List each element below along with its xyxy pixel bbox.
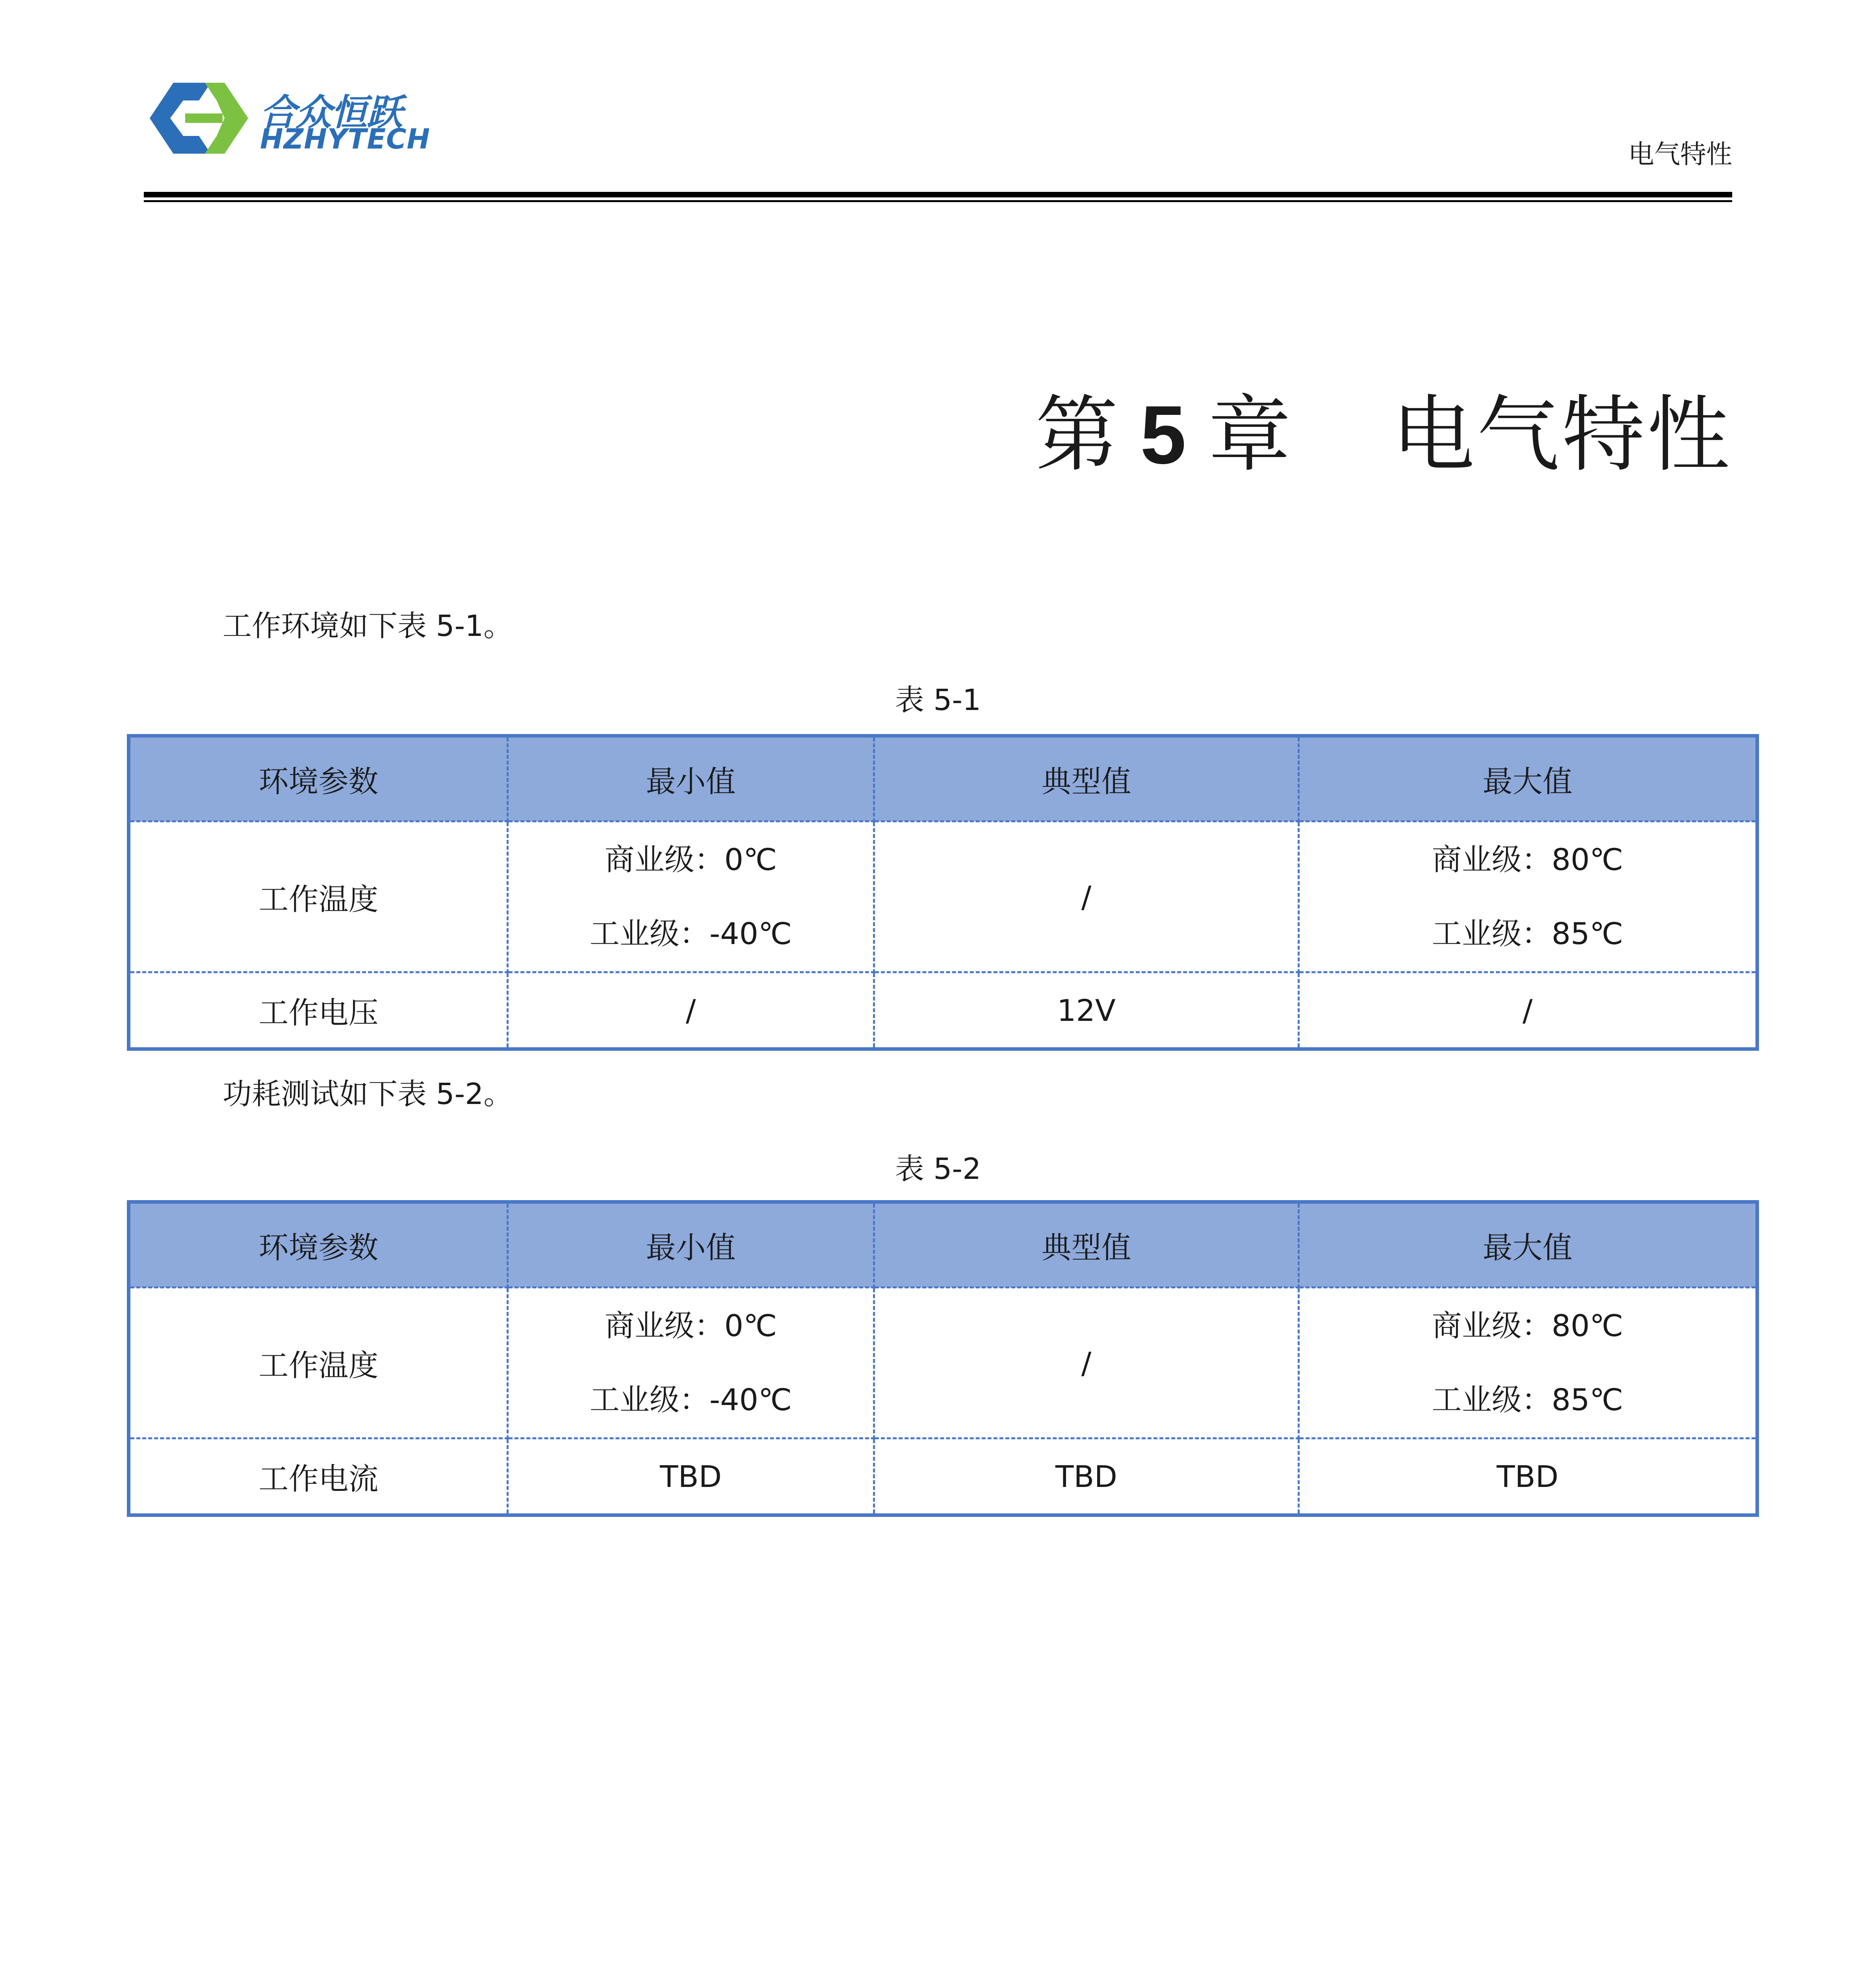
header-max: 最大值 <box>1299 736 1757 821</box>
chapter-suffix: 章 <box>1208 387 1293 483</box>
typ-cell: / <box>874 821 1299 972</box>
min-industrial: 工业级：-40℃ <box>589 916 792 951</box>
table-header-row <box>129 1202 1757 1288</box>
intro-paragraph-2: 功耗测试如下表 5-2。 <box>223 1077 513 1111</box>
chapter-prefix: 第 <box>1035 387 1121 483</box>
typ-cell: 12V <box>874 972 1299 1049</box>
table-row <box>129 972 1757 1049</box>
table-row <box>129 821 1757 972</box>
logo-name-en: HZHYTECH <box>260 123 431 155</box>
header-min: 最小值 <box>508 1202 874 1288</box>
min-industrial: 工业级：-40℃ <box>589 1382 792 1417</box>
table-header-row <box>129 736 1757 821</box>
header-section-title: 电气特性 <box>1628 139 1732 169</box>
max-commercial: 商业级：80℃ <box>1432 1308 1623 1343</box>
header-min: 最小值 <box>508 736 874 821</box>
table-caption-1: 表 5-1 <box>895 683 981 717</box>
min-commercial: 商业级：0℃ <box>604 1308 777 1343</box>
chapter-title <box>1035 368 1732 487</box>
table-caption-2: 表 5-2 <box>895 1152 981 1186</box>
min-cell <box>508 821 874 972</box>
param-cell: 工作温度 <box>129 1288 508 1438</box>
min-cell <box>508 1288 874 1438</box>
header-param: 环境参数 <box>129 1202 508 1288</box>
header-rule-thin <box>144 200 1732 202</box>
typ-cell: / <box>874 1288 1299 1438</box>
param-cell: 工作电压 <box>129 972 508 1049</box>
param-cell: 工作温度 <box>129 821 508 972</box>
chapter-name: 电气特性 <box>1391 387 1732 483</box>
param-cell: 工作电流 <box>129 1438 508 1515</box>
max-cell: TBD <box>1299 1438 1757 1515</box>
company-logo <box>146 75 445 165</box>
chapter-number: 5 <box>1140 388 1189 481</box>
max-industrial: 工业级：85℃ <box>1432 916 1623 951</box>
max-cell <box>1299 1288 1757 1438</box>
min-commercial: 商业级：0℃ <box>604 842 777 877</box>
max-cell: / <box>1299 972 1757 1049</box>
min-cell: / <box>508 972 874 1049</box>
logo-name-cn: 合众恒跃 <box>260 91 402 134</box>
header-max: 最大值 <box>1299 1202 1757 1288</box>
logo-mark-icon <box>146 79 252 158</box>
min-cell: TBD <box>508 1438 874 1515</box>
max-commercial: 商业级：80℃ <box>1432 842 1623 877</box>
header-param: 环境参数 <box>129 736 508 821</box>
header-typ: 典型值 <box>874 736 1299 821</box>
environment-table <box>127 734 1759 1051</box>
max-cell <box>1299 821 1757 972</box>
header-rule-thick <box>144 192 1732 197</box>
header-typ: 典型值 <box>874 1202 1299 1288</box>
intro-paragraph-1: 工作环境如下表 5-1。 <box>223 609 513 643</box>
max-industrial: 工业级：85℃ <box>1432 1382 1623 1417</box>
table-row <box>129 1288 1757 1438</box>
typ-cell: TBD <box>874 1438 1299 1515</box>
power-consumption-table <box>127 1200 1759 1517</box>
table-row <box>129 1438 1757 1515</box>
